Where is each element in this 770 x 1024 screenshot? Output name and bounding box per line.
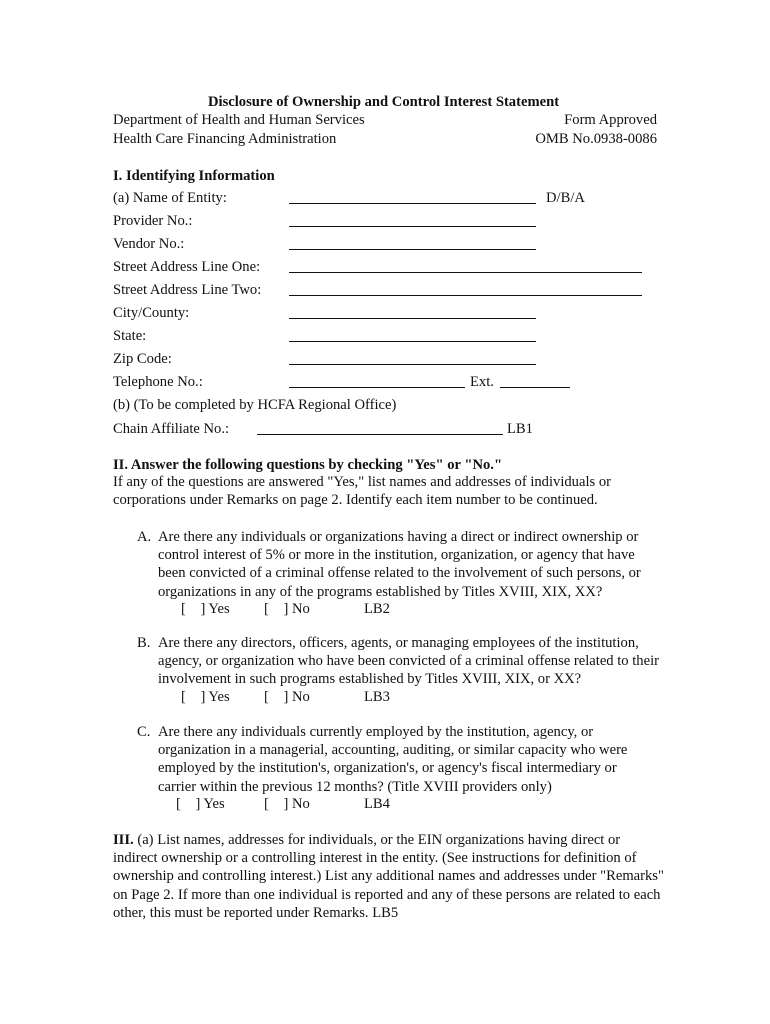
question-b-code: LB3 (364, 689, 390, 705)
state-label: State: (113, 328, 147, 344)
telephone-label: Telephone No.: (113, 374, 203, 390)
section-1-heading: I. Identifying Information (113, 168, 275, 184)
provider-no-line[interactable] (289, 226, 536, 227)
street-line-two-label: Street Address Line Two: (113, 282, 262, 298)
question-a-text: Are there any individuals or organizations having a direct or indirect ownership or control interest of 5% or more in the institution, organization, or agency that have been convicted of a criminal offense related to the involvement of such persons, or organizations in any of the programs established by Titles XVIII, XIX, XX? (158, 529, 641, 600)
dba-label: D/B/A (546, 190, 585, 206)
question-a-no-checkbox[interactable]: [ ] No (264, 601, 310, 617)
street-line-one-line[interactable] (289, 272, 642, 273)
question-c-code: LB4 (364, 796, 390, 812)
section-3-text (113, 831, 665, 922)
telephone-line[interactable] (289, 387, 465, 388)
chain-affiliate-label: Chain Affiliate No.: (113, 421, 230, 437)
question-c-yes-checkbox[interactable]: [ ] Yes (176, 796, 225, 812)
ext-label: Ext. (470, 374, 494, 390)
section-3-body: (a) List names, addresses for individuals, or the EIN organizations having direct or indirect ownership or a controlling interest in the entity. (See instructions for definition of ownership and controlling interest.) List any additional names and addresses under "Remarks" on Page 2. If more than one individual is reported and any of these persons are related to each other, this must be reported under Remarks. LB5 (113, 832, 664, 921)
vendor-no-label: Vendor No.: (113, 236, 185, 252)
zip-code-line[interactable] (289, 364, 536, 365)
question-a-letter: A. (137, 529, 152, 545)
form-title: Disclosure of Ownership and Control Interest Statement (208, 94, 560, 110)
name-of-entity-label: (a) Name of Entity: (113, 190, 227, 206)
city-county-line[interactable] (289, 318, 536, 319)
street-line-one-label: Street Address Line One: (113, 259, 261, 275)
section-2-intro: If any of the questions are answered "Yes," list names and addresses of individuals or corporations under Remarks on page 2. Identify each item number to be continued. (113, 474, 611, 509)
street-line-two-line[interactable] (289, 295, 642, 296)
form-approved-label: Form Approved (564, 112, 657, 128)
department-name: Department of Health and Human Services (113, 112, 365, 128)
section-3-label: III. (113, 832, 134, 848)
question-b-text: Are there any directors, officers, agents, or managing employees of the institution, agency, or organization who have been convicted of a criminal offense related to their involvement in such programs established by Titles XVIII, XIX, or XX? (158, 635, 659, 688)
question-c-no-checkbox[interactable]: [ ] No (264, 796, 310, 812)
question-b-no-checkbox[interactable]: [ ] No (264, 689, 310, 705)
question-a-code: LB2 (364, 601, 390, 617)
zip-code-label: Zip Code: (113, 351, 172, 367)
administration-name: Health Care Financing Administration (113, 131, 337, 147)
omb-number: OMB No.0938-0086 (535, 131, 657, 147)
ext-line[interactable] (500, 387, 570, 388)
question-b-letter: B. (137, 635, 151, 651)
question-c-text: Are there any individuals currently employed by the institution, agency, or organization in a managerial, accounting, auditing, or similar capacity who were employed by the institution's, organization's, or agency's fiscal intermediary or carrier within the previous 12 months? (Title XVIII providers only) (158, 724, 628, 795)
question-a-yes-checkbox[interactable]: [ ] Yes (181, 601, 230, 617)
name-of-entity-line[interactable] (289, 203, 536, 204)
provider-no-label: Provider No.: (113, 213, 193, 229)
city-county-label: City/County: (113, 305, 190, 321)
lb1-code: LB1 (507, 421, 533, 437)
chain-affiliate-line[interactable] (257, 434, 503, 435)
question-c-letter: C. (137, 724, 151, 740)
section-2-heading: II. Answer the following questions by checking "Yes" or "No." (113, 457, 503, 473)
vendor-no-line[interactable] (289, 249, 536, 250)
state-line[interactable] (289, 341, 536, 342)
question-b-yes-checkbox[interactable]: [ ] Yes (181, 689, 230, 705)
regional-office-note: (b) (To be completed by HCFA Regional Office) (113, 397, 397, 413)
